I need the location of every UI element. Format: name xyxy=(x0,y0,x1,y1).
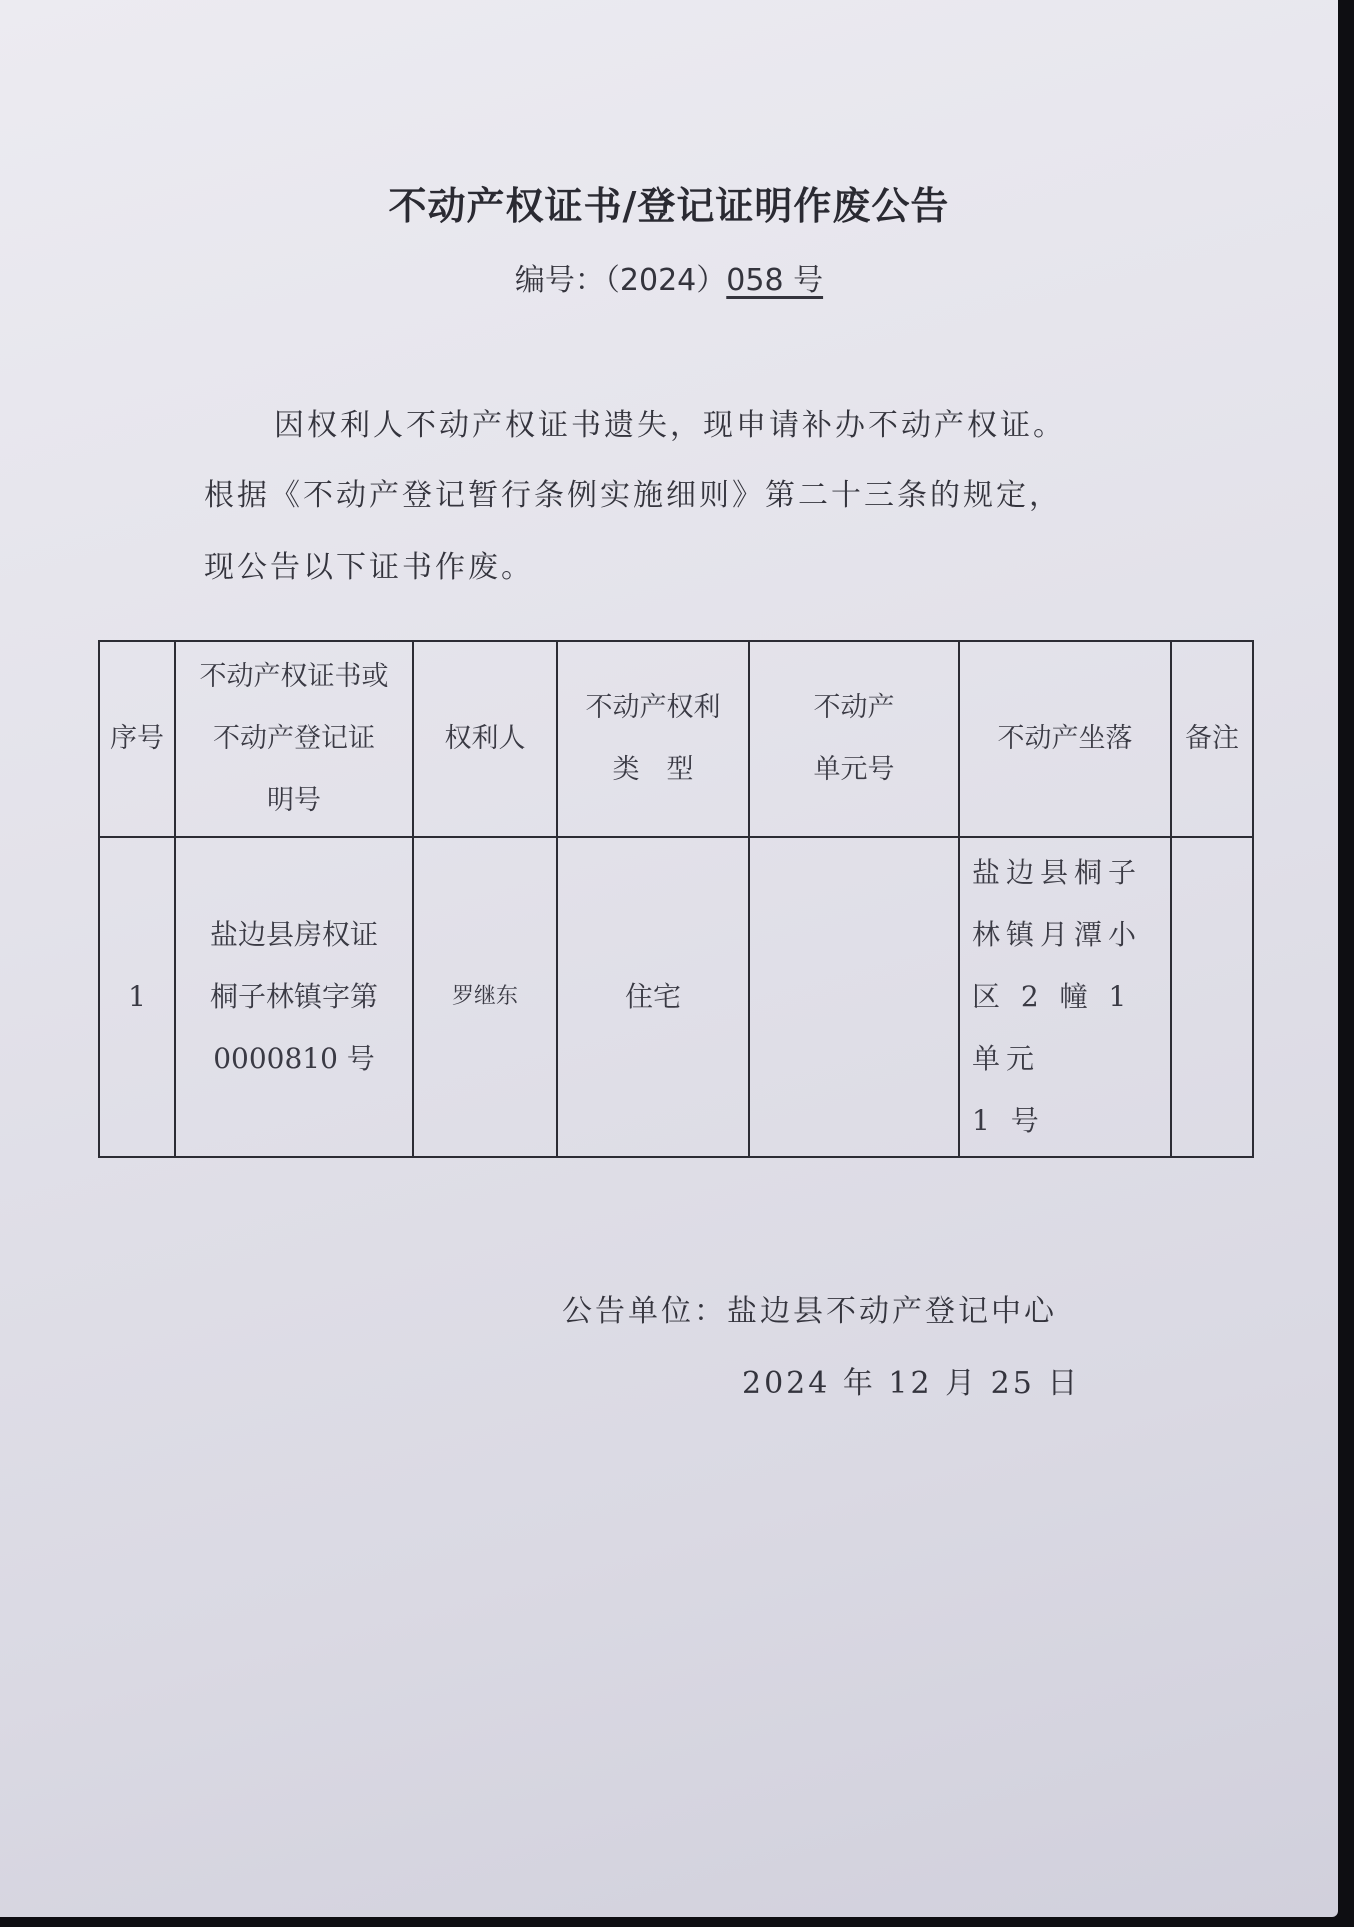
cell-cert xyxy=(175,837,413,1157)
cell-type: 住宅 xyxy=(557,837,749,1157)
paragraph-line-2: 根据《不动产登记暂行条例实施细则》第二十三条的规定， xyxy=(204,478,1062,513)
table-header-row xyxy=(99,641,1253,837)
header-cert xyxy=(175,641,413,837)
header-location-label: 不动产坐落 xyxy=(997,723,1133,754)
paragraph-line-1: 因权利人不动产权证书遗失，现申请补办不动产权证。 xyxy=(274,408,1066,443)
header-remark-label: 备注 xyxy=(1185,723,1239,754)
header-type-line-1: 不动产权利 xyxy=(585,692,721,723)
cell-location xyxy=(959,837,1171,1157)
document-title: 不动产权证书/登记证明作废公告 xyxy=(388,183,950,228)
cell-location-line-4: 1 号 xyxy=(972,1104,1045,1137)
table-row xyxy=(99,837,1253,1157)
header-holder-label: 权利人 xyxy=(444,723,526,754)
header-seq-label: 序号 xyxy=(110,723,164,754)
issue-date: 2024 年 12 月 25 日 xyxy=(742,1366,1081,1401)
header-seq xyxy=(99,641,175,837)
header-unit xyxy=(749,641,959,837)
document-number-value: 058 号 xyxy=(726,263,824,298)
cell-remark xyxy=(1171,837,1253,1157)
header-remark xyxy=(1171,641,1253,837)
cell-unit xyxy=(749,837,959,1157)
header-cert-line-3: 明号 xyxy=(267,785,321,816)
header-holder xyxy=(413,641,557,837)
cell-cert-line-3: 0000810 号 xyxy=(213,1042,375,1075)
header-cert-line-2: 不动产登记证 xyxy=(213,723,375,754)
document-number xyxy=(0,255,1338,299)
cell-location-line-3: 区 2 幢 1 单元 xyxy=(972,980,1133,1075)
header-type-line-2: 类 型 xyxy=(612,754,694,785)
document-number-prefix: 编号：（2024） xyxy=(514,263,727,298)
cell-location-line-1: 盐边县桐子 xyxy=(972,856,1143,889)
header-unit-line-2: 单元号 xyxy=(813,754,895,785)
cell-cert-line-1: 盐边县房权证 xyxy=(209,918,378,951)
cell-location-line-2: 林镇月潭小 xyxy=(972,918,1143,951)
issuing-unit: 公告单位：盐边县不动产登记中心 xyxy=(562,1294,1057,1329)
cell-seq: 1 xyxy=(99,837,175,1157)
header-unit-line-1: 不动产 xyxy=(813,692,895,723)
cell-cert-line-2: 桐子林镇字第 xyxy=(209,980,378,1013)
paragraph-line-3: 现公告以下证书作废。 xyxy=(204,550,534,585)
cell-holder: 罗继东 xyxy=(413,837,557,1157)
header-type xyxy=(557,641,749,837)
header-cert-line-1: 不动产权证书或 xyxy=(199,661,389,692)
voided-certificates-table xyxy=(98,640,1254,1158)
header-location xyxy=(959,641,1171,837)
